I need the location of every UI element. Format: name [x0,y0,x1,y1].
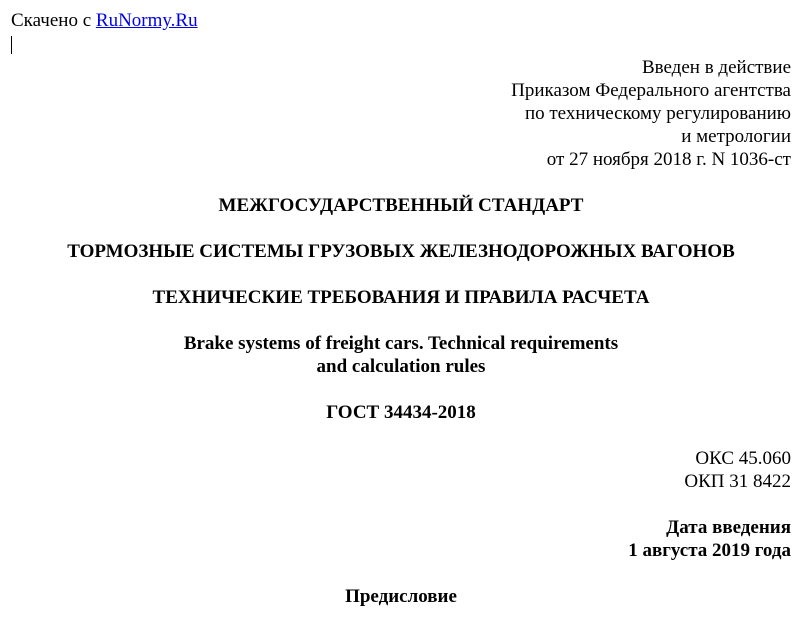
english-title-line-1: Brake systems of freight cars. Technical requirements [183,333,619,354]
standard-designation: ГОСТ 34434-2018 [326,402,476,423]
effective-date-label: Дата введения [666,517,791,538]
english-title-line-2: and calculation rules [316,356,486,377]
source-link[interactable]: RuNormy.Ru [95,10,198,31]
approval-line-4: и метрологии [681,126,791,147]
document-title: ТОРМОЗНЫЕ СИСТЕМЫ ГРУЗОВЫХ ЖЕЛЕЗНОДОРОЖНЫХ ВАГОНОВ [67,241,735,262]
standard-type-heading: МЕЖГОСУДАРСТВЕННЫЙ СТАНДАРТ [218,195,584,216]
approval-line-5: от 27 ноября 2018 г. N 1036-ст [546,149,791,170]
approval-line-2: Приказом Федерального агентства [511,80,791,101]
preface-heading: Предисловие [345,586,457,607]
oks-code: ОКС 45.060 [695,448,791,469]
source-line [11,9,198,32]
approval-line-3: по техническому регулированию [524,103,791,124]
document-subtitle: ТЕХНИЧЕСКИЕ ТРЕБОВАНИЯ И ПРАВИЛА РАСЧЕТА [152,287,650,308]
effective-date-value: 1 августа 2019 года [628,540,791,561]
okp-code: ОКП 31 8422 [684,471,791,492]
source-prefix: Скачено с [11,10,92,31]
text-cursor [11,36,12,54]
approval-line-1: Введен в действие [641,57,791,78]
